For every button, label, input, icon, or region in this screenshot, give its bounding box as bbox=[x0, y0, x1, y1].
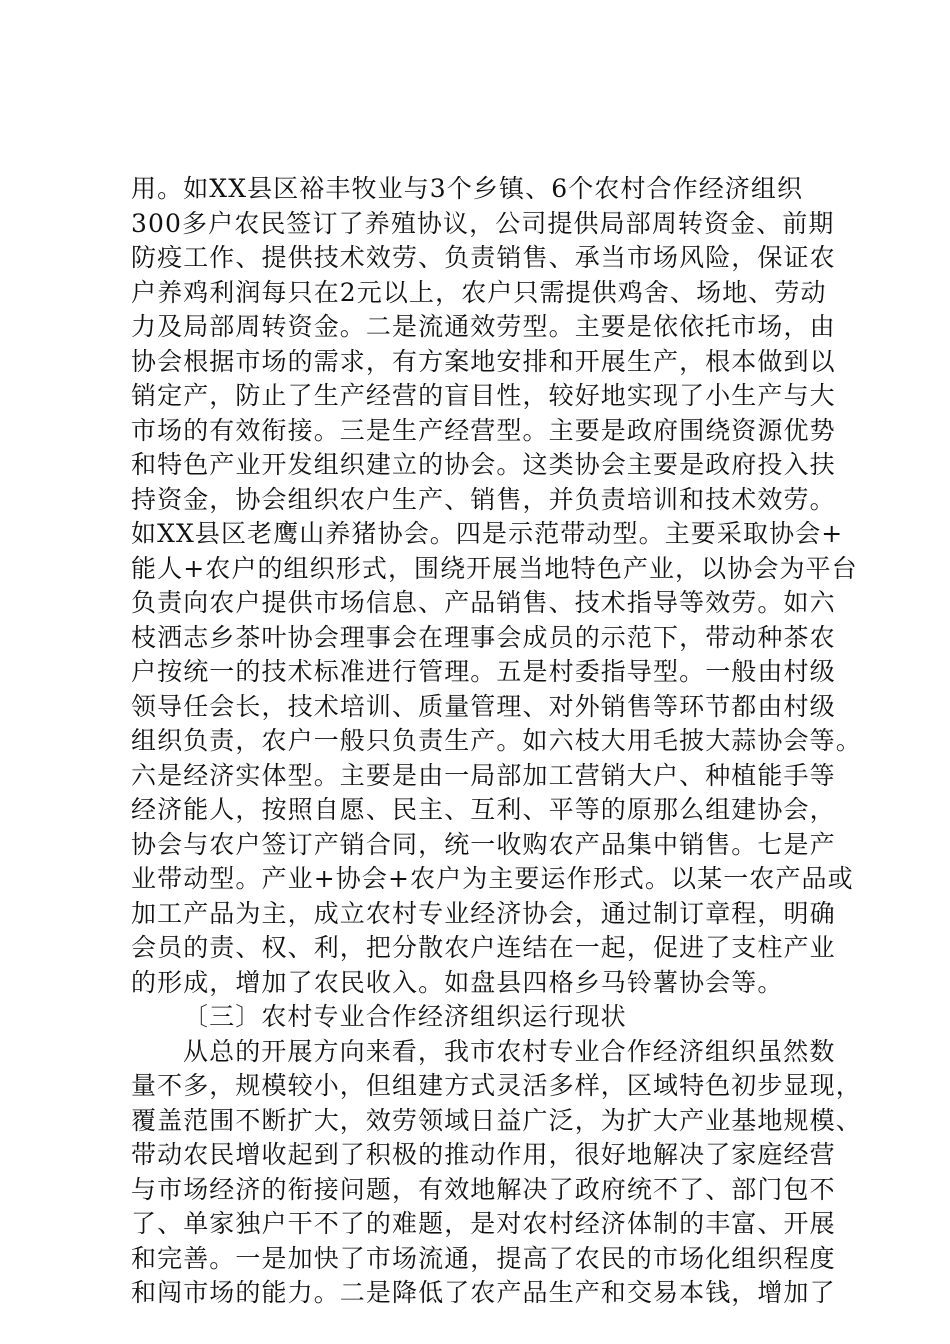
text-line: 协会与农户签订产销合同，统一收购农产品集中销售。七是产 bbox=[131, 829, 836, 859]
text-line: 的形成，增加了农民收入。如盘县四格乡马铃薯协会等。 bbox=[131, 967, 784, 997]
text-line: 销定产，防止了生产经营的盲目性，较好地实现了小生产与大 bbox=[131, 381, 836, 410]
paragraph-line: 和闯市场的能力。二是降低了农产品生产和交易本钱，增加了 bbox=[131, 1278, 836, 1307]
text-line: 枝洒志乡茶叶协会理事会在理事会成员的示范下，带动种茶农 bbox=[131, 622, 836, 652]
text-line: 组织负责，农户一般只负责生产。如六枝大用毛披大蒜协会等。 bbox=[131, 726, 862, 755]
text-line: 负责向农户提供市场信息、产品销售、技术指导等效劳。如六 bbox=[131, 588, 836, 617]
paragraph-line: 量不多，规模较小，但组建方式灵活多样，区域特色初步显现， bbox=[131, 1071, 862, 1100]
paragraph-line: 覆盖范围不断扩大，效劳领域日益广泛，为扩大产业基地规模、 bbox=[131, 1105, 862, 1135]
paragraph-line: 和完善。一是加快了市场流通，提高了农民的市场化组织程度 bbox=[131, 1243, 836, 1273]
text-line: 会员的责、权、利，把分散农户连结在一起，促进了支柱产业 bbox=[131, 933, 836, 962]
text-line: 300多户农民签订了养殖协议，公司提供局部周转资金、前期 bbox=[131, 208, 835, 238]
document-body bbox=[131, 172, 862, 1311]
paragraph-line: 了、单家独户干不了的难题，是对农村经济体制的丰富、开展 bbox=[131, 1209, 836, 1238]
text-line: 用。如XX县区裕丰牧业与3个乡镇、6个农村合作经济组织 bbox=[131, 174, 804, 203]
text-line: 持资金，协会组织农户生产、销售，并负责培训和技术效劳。 bbox=[131, 484, 836, 514]
text-line: 力及局部周转资金。二是流通效劳型。主要是依依托市场，由 bbox=[131, 312, 836, 341]
text-line: 市场的有效衔接。三是生产经营型。主要是政府围绕资源优势 bbox=[131, 415, 836, 445]
text-line: 经济能人，按照自愿、民主、互利、平等的原那么组建协会， bbox=[131, 795, 836, 824]
text-line: 能人+农户的组织形式，围绕开展当地特色产业，以协会为平台 bbox=[131, 553, 858, 583]
text-line: 防疫工作、提供技术效劳、负责销售、承当市场风险，保证农 bbox=[131, 243, 836, 272]
text-line: 领导任会长，技术培训、质量管理、对外销售等环节都由村级 bbox=[131, 691, 836, 721]
paragraph-line: 带动农民增收起到了积极的推动作用，很好地解决了家庭经营 bbox=[131, 1140, 836, 1169]
section-heading: 〔三〕农村专业合作经济组织运行现状 bbox=[183, 1002, 627, 1031]
text-line: 加工产品为主，成立农村专业经济协会，通过制订章程，明确 bbox=[131, 898, 836, 928]
text-line: 业带动型。产业+协会+农户为主要运作形式。以某一农产品或 bbox=[131, 864, 854, 893]
text-line: 户养鸡利润每只在2元以上，农户只需提供鸡舍、场地、劳动 bbox=[131, 277, 827, 307]
paragraph-line-first: 从总的开展方向来看，我市农村专业合作经济组织虽然数 bbox=[183, 1036, 836, 1066]
text-line: 户按统一的技术标准进行管理。五是村委指导型。一般由村级 bbox=[131, 657, 836, 686]
paragraph-line: 与市场经济的衔接问题，有效地解决了政府统不了、部门包不 bbox=[131, 1174, 836, 1204]
text-line: 协会根据市场的需求，有方案地安排和开展生产，根本做到以 bbox=[131, 346, 836, 376]
text-line: 和特色产业开发组织建立的协会。这类协会主要是政府投入扶 bbox=[131, 450, 836, 479]
text-line: 六是经济实体型。主要是由一局部加工营销大户、种植能手等 bbox=[131, 760, 836, 790]
text-line: 如XX县区老鹰山养猪协会。四是示范带动型。主要采取协会+ bbox=[131, 519, 844, 548]
